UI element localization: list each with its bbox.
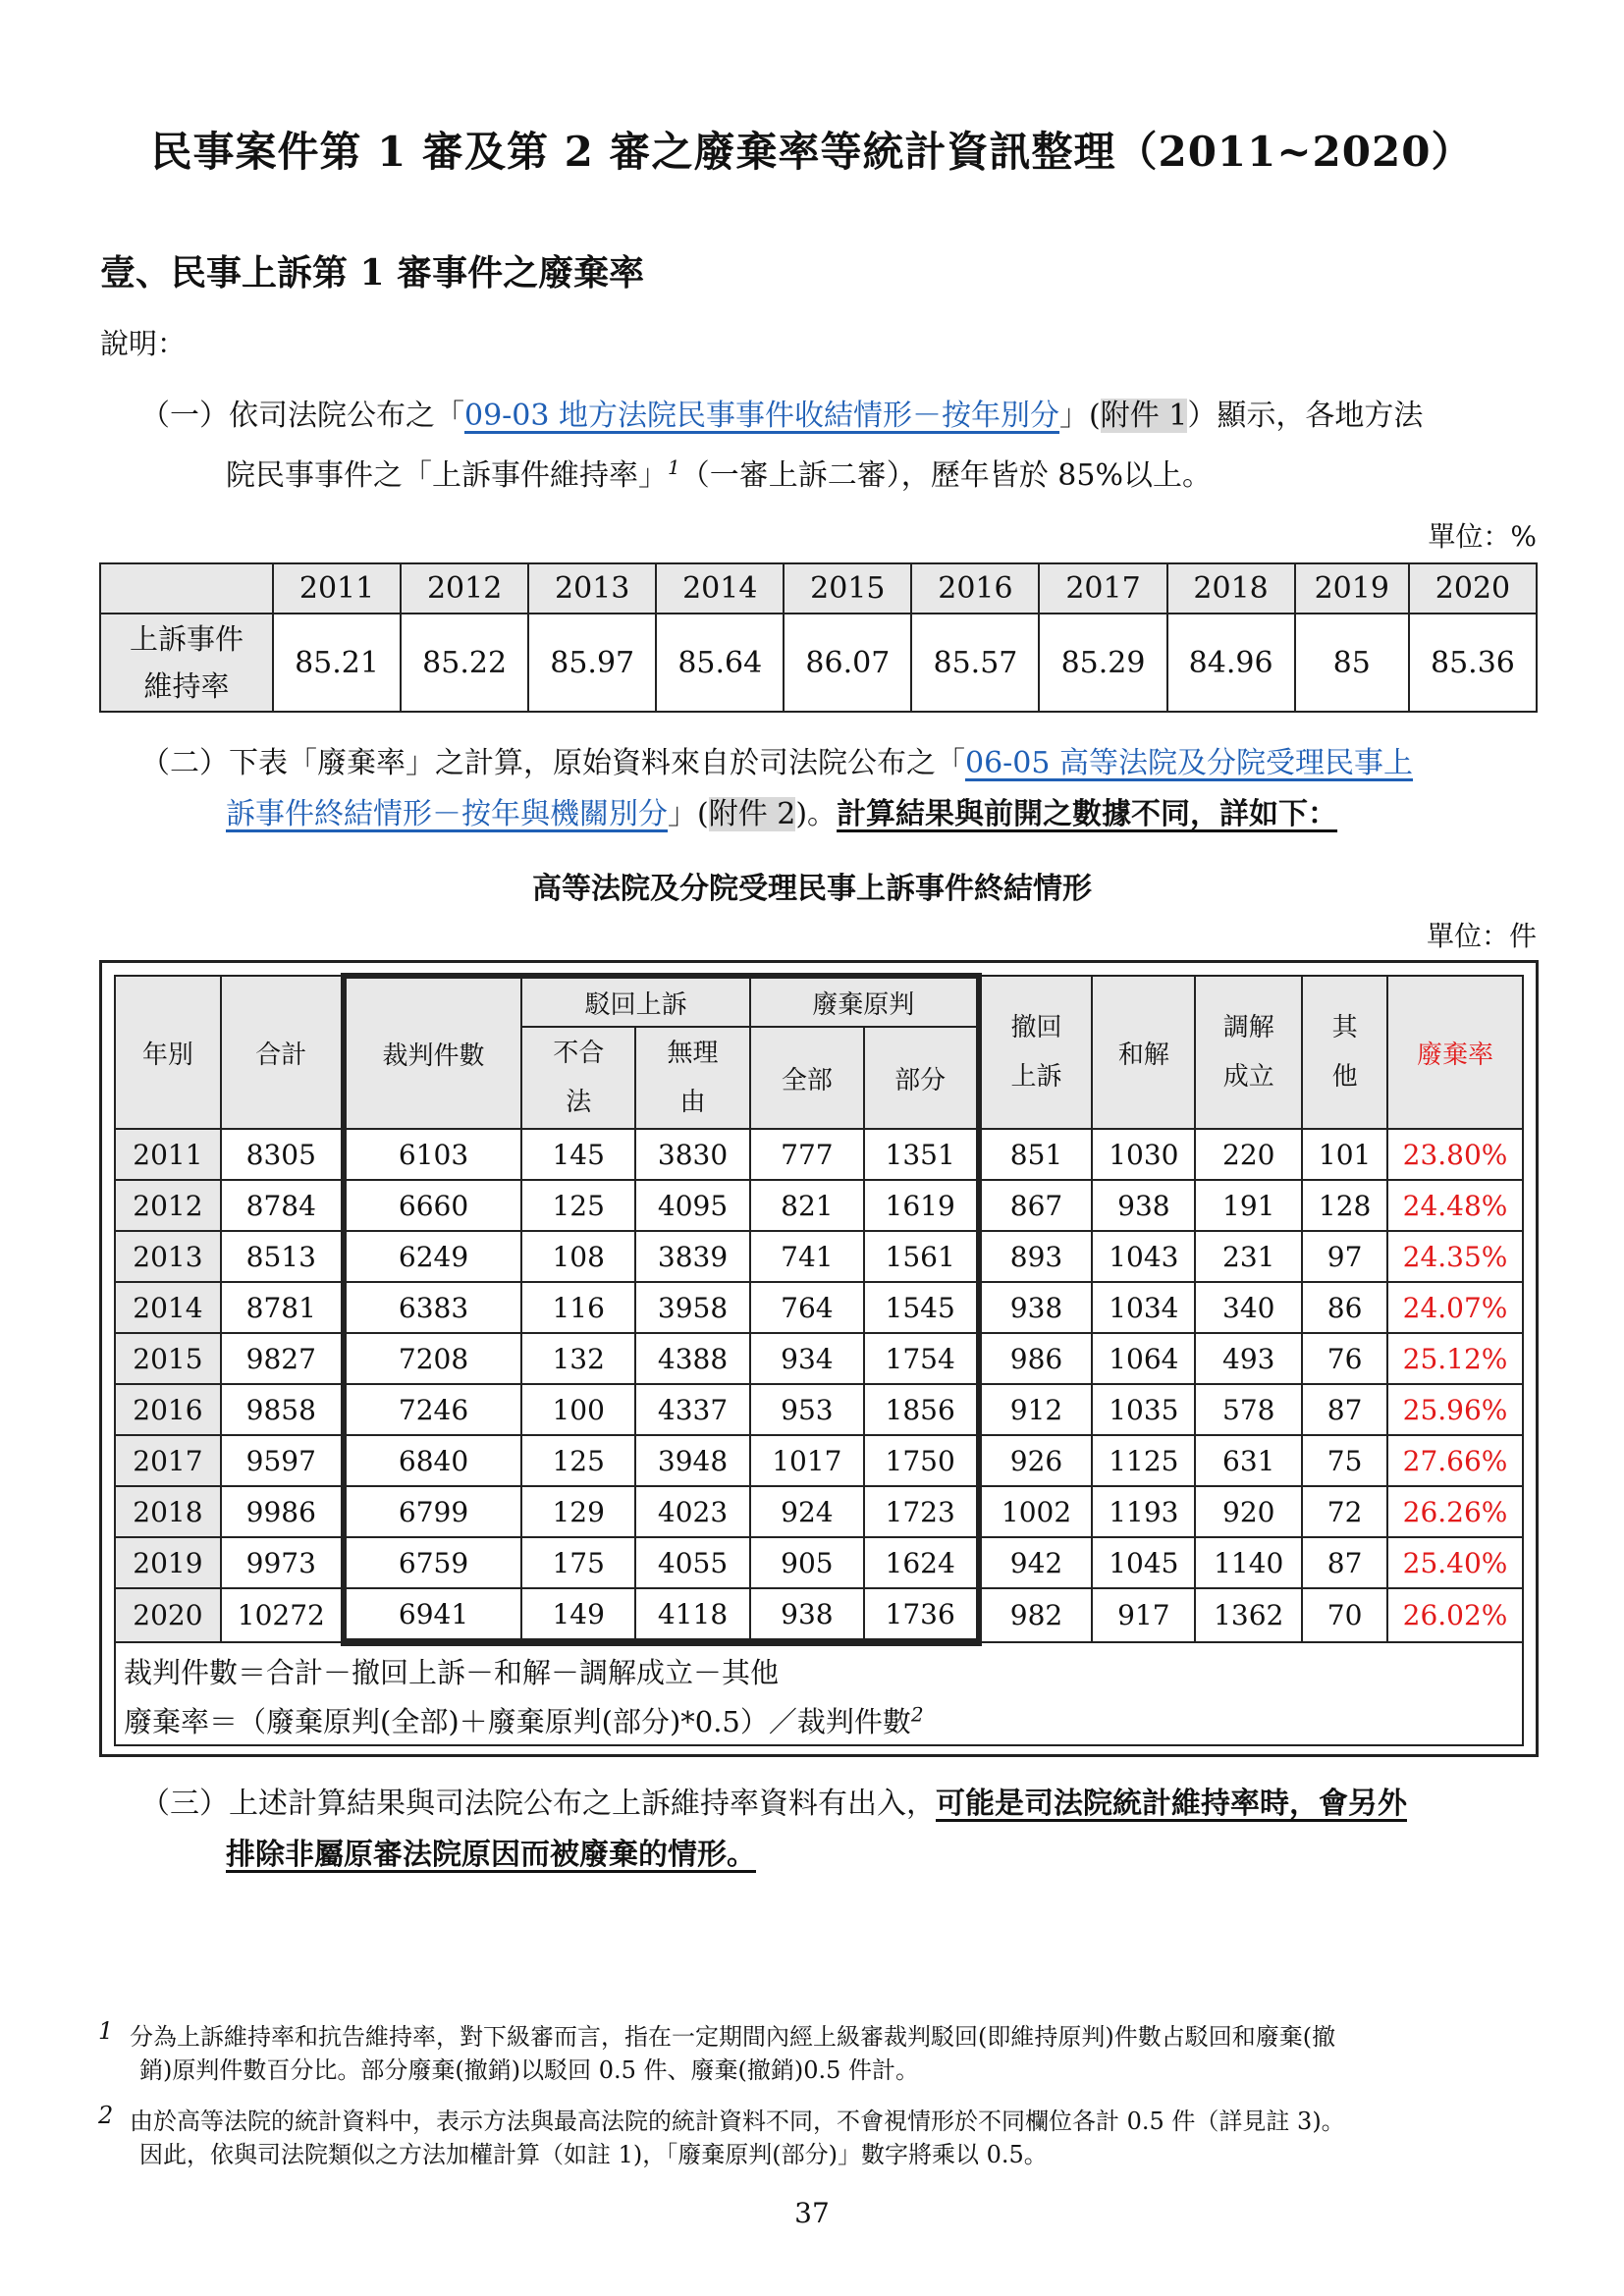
attachment-2-ref: 附件 2 xyxy=(708,797,796,831)
value-cell: 7246 xyxy=(344,1384,522,1435)
year-cell: 2020 xyxy=(115,1588,221,1642)
link-09-03-report[interactable]: 09-03 地方法院民事事件收結情形－按年別分 xyxy=(464,399,1060,433)
value-cell: 1856 xyxy=(864,1384,979,1435)
para2-mid: 」( xyxy=(668,797,709,831)
value-cell: 97 xyxy=(1302,1231,1387,1282)
value-cell: 917 xyxy=(1092,1588,1195,1642)
value-cell: 9597 xyxy=(221,1435,344,1486)
year-header: 2014 xyxy=(656,563,784,614)
value-cell: 1619 xyxy=(864,1180,979,1231)
value-cell: 6840 xyxy=(344,1435,522,1486)
value-cell: 128 xyxy=(1302,1180,1387,1231)
value-cell: 132 xyxy=(521,1333,635,1384)
year-cell: 2013 xyxy=(115,1231,221,1282)
value-cell: 4055 xyxy=(635,1537,750,1588)
value-cell: 1362 xyxy=(1195,1588,1302,1642)
value-cell: 6799 xyxy=(344,1486,522,1537)
corner-cell xyxy=(100,563,273,614)
table-row xyxy=(115,1231,1523,1282)
year-header: 2013 xyxy=(528,563,656,614)
value-cell: 631 xyxy=(1195,1435,1302,1486)
footnote-1-line1: 分為上訴維持率和抗告維持率，對下級審而言，指在一定期間內經上級審裁判駁回(即維持原判)件數占駁回和廢棄(撤 xyxy=(130,2023,1336,2051)
value-cell: 70 xyxy=(1302,1588,1387,1642)
link-06-05-report-a[interactable]: 06-05 高等法院及分院受理民事上 xyxy=(965,746,1414,780)
header-mediated-text: 調解成立 xyxy=(1222,1013,1274,1092)
header-judged: 裁判件數 xyxy=(344,976,522,1129)
value-cell: 741 xyxy=(750,1231,864,1282)
table2-unit: 單位：件 xyxy=(1426,920,1537,952)
year-cell: 2011 xyxy=(115,1129,221,1180)
page-number: 37 xyxy=(794,2197,830,2229)
value-cell: 3948 xyxy=(635,1435,750,1486)
header-total: 合計 xyxy=(221,976,344,1129)
year-cell: 2019 xyxy=(115,1537,221,1588)
value-cell: 1043 xyxy=(1092,1231,1195,1282)
header-year: 年別 xyxy=(115,976,221,1129)
value-cell: 6660 xyxy=(344,1180,522,1231)
value-cell: 920 xyxy=(1195,1486,1302,1537)
para1-line2b: （一審上訴二審），歷年皆於 85%以上。 xyxy=(679,458,1212,493)
header-other xyxy=(1302,976,1387,1129)
header-other-text: 其他 xyxy=(1331,1013,1358,1092)
value-cell: 175 xyxy=(521,1537,635,1588)
value-cell: 6759 xyxy=(344,1537,522,1588)
header-reversed-part: 部分 xyxy=(864,1027,979,1129)
para1-prefix: （一）依司法院公布之「 xyxy=(140,399,464,433)
value-cell: 145 xyxy=(521,1129,635,1180)
link-06-05-report-b[interactable]: 訴事件終結情形－按年與機關別分 xyxy=(226,797,668,831)
value-cell: 1754 xyxy=(864,1333,979,1384)
footnote-ref-1: 1 xyxy=(668,455,680,479)
para2-prefix: （二）下表「廢棄率」之計算，原始資料來自於司法院公布之「 xyxy=(140,746,965,780)
value-cell: 6103 xyxy=(344,1129,522,1180)
value-cell: 9827 xyxy=(221,1333,344,1384)
header-rate: 廢棄率 xyxy=(1387,976,1523,1129)
value-cell: 8784 xyxy=(221,1180,344,1231)
value-cell: 6383 xyxy=(344,1282,522,1333)
value-cell: 125 xyxy=(521,1435,635,1486)
rate-cell: 85 xyxy=(1295,614,1409,712)
para1-line2a: 院民事事件之「上訴事件維持率」 xyxy=(226,458,668,493)
year-cell: 2017 xyxy=(115,1435,221,1486)
value-cell: 9973 xyxy=(221,1537,344,1588)
para3-bold-b: 排除非屬原審法院原因而被廢棄的情形。 xyxy=(226,1838,756,1872)
value-cell: 1750 xyxy=(864,1435,979,1486)
reversal-rate-cell: 23.80% xyxy=(1387,1129,1523,1180)
reversal-rate-cell: 27.66% xyxy=(1387,1435,1523,1486)
rate-cell: 85.29 xyxy=(1039,614,1166,712)
paragraph-1 xyxy=(140,391,1537,502)
value-cell: 986 xyxy=(979,1333,1093,1384)
value-cell: 3839 xyxy=(635,1231,750,1282)
value-cell: 924 xyxy=(750,1486,864,1537)
value-cell: 1064 xyxy=(1092,1333,1195,1384)
value-cell: 1002 xyxy=(979,1486,1093,1537)
para2-bold: 計算結果與前開之數據不同，詳如下： xyxy=(837,797,1338,831)
footnote-2-number: 2 xyxy=(98,2102,114,2129)
para3-bold-a: 可能是司法院統計維持率時，會另外 xyxy=(936,1787,1407,1821)
rate-cell: 85.22 xyxy=(401,614,528,712)
year-cell: 2016 xyxy=(115,1384,221,1435)
value-cell: 4337 xyxy=(635,1384,750,1435)
header-dismissed: 駁回上訴 xyxy=(521,976,750,1027)
value-cell: 3830 xyxy=(635,1129,750,1180)
value-cell: 100 xyxy=(521,1384,635,1435)
value-cell: 938 xyxy=(979,1282,1093,1333)
rate-cell: 85.57 xyxy=(911,614,1039,712)
value-cell: 76 xyxy=(1302,1333,1387,1384)
reversal-rate-cell: 26.26% xyxy=(1387,1486,1523,1537)
value-cell: 1561 xyxy=(864,1231,979,1282)
year-header: 2019 xyxy=(1295,563,1409,614)
value-cell: 75 xyxy=(1302,1435,1387,1486)
paragraph-2 xyxy=(140,738,1537,840)
table-row xyxy=(115,1333,1523,1384)
formula-judged: 裁判件數＝合計－撤回上訴－和解－調解成立－其他 xyxy=(115,1642,1523,1695)
value-cell: 1017 xyxy=(750,1435,864,1486)
rate-cell: 85.21 xyxy=(273,614,401,712)
value-cell: 129 xyxy=(521,1486,635,1537)
value-cell: 72 xyxy=(1302,1486,1387,1537)
value-cell: 108 xyxy=(521,1231,635,1282)
value-cell: 125 xyxy=(521,1180,635,1231)
footnote-1-line2: 銷)原判件數百分比。部分廢棄(撤銷)以駁回 0.5 件、廢棄(撤銷)0.5 件計。 xyxy=(139,2056,920,2084)
year-cell: 2012 xyxy=(115,1180,221,1231)
header-reversed: 廢棄原判 xyxy=(750,976,979,1027)
value-cell: 87 xyxy=(1302,1384,1387,1435)
reversal-rate-cell: 24.35% xyxy=(1387,1231,1523,1282)
value-cell: 851 xyxy=(979,1129,1093,1180)
value-cell: 777 xyxy=(750,1129,864,1180)
value-cell: 149 xyxy=(521,1588,635,1642)
value-cell: 4388 xyxy=(635,1333,750,1384)
reversal-rate-cell: 25.40% xyxy=(1387,1537,1523,1588)
header-illegal-text: 不合法 xyxy=(553,1039,605,1117)
year-cell: 2018 xyxy=(115,1486,221,1537)
value-cell: 934 xyxy=(750,1333,864,1384)
year-cell: 2014 xyxy=(115,1282,221,1333)
value-cell: 1034 xyxy=(1092,1282,1195,1333)
value-cell: 86 xyxy=(1302,1282,1387,1333)
reversal-rate-cell: 24.48% xyxy=(1387,1180,1523,1231)
value-cell: 1045 xyxy=(1092,1537,1195,1588)
reversal-rate-cell: 25.96% xyxy=(1387,1384,1523,1435)
value-cell: 764 xyxy=(750,1282,864,1333)
value-cell: 6249 xyxy=(344,1231,522,1282)
value-cell: 191 xyxy=(1195,1180,1302,1231)
section-heading: 壹、民事上訴第 1 審事件之廢棄率 xyxy=(100,252,645,294)
value-cell: 953 xyxy=(750,1384,864,1435)
header-mediated xyxy=(1195,976,1302,1129)
footnote-2 xyxy=(98,2102,1542,2171)
value-cell: 87 xyxy=(1302,1537,1387,1588)
value-cell: 893 xyxy=(979,1231,1093,1282)
value-cell: 905 xyxy=(750,1537,864,1588)
row-label-line1: 上訴事件 xyxy=(129,622,244,656)
table1-unit: 單位：% xyxy=(1428,520,1537,553)
year-header: 2012 xyxy=(401,563,528,614)
value-cell: 4095 xyxy=(635,1180,750,1231)
year-header: 2017 xyxy=(1039,563,1166,614)
value-cell: 1140 xyxy=(1195,1537,1302,1588)
footnote-1 xyxy=(98,2017,1542,2087)
value-cell: 6941 xyxy=(344,1588,522,1642)
rate-cell: 86.07 xyxy=(784,614,911,712)
header-dismissed-illegal xyxy=(521,1027,635,1129)
value-cell: 4118 xyxy=(635,1588,750,1642)
value-cell: 220 xyxy=(1195,1129,1302,1180)
formula-rate xyxy=(115,1695,1523,1745)
table-row xyxy=(115,1282,1523,1333)
table-row xyxy=(115,1435,1523,1486)
value-cell: 982 xyxy=(979,1588,1093,1642)
value-cell: 10272 xyxy=(221,1588,344,1642)
explanation-label: 說明： xyxy=(100,327,187,360)
formula-rate-text: 廢棄率＝（廢棄原判(全部)＋廢棄原判(部分)*0.5）／裁判件數 xyxy=(124,1704,911,1738)
value-cell: 340 xyxy=(1195,1282,1302,1333)
value-cell: 8305 xyxy=(221,1129,344,1180)
value-cell: 7208 xyxy=(344,1333,522,1384)
para2-close: )。 xyxy=(795,797,838,831)
footnote-2-line2: 因此，依與司法院類似之方法加權計算（如註 1)，「廢棄原判(部分)」數字將乘以 0.5。 xyxy=(139,2141,1048,2168)
rate-cell: 85.64 xyxy=(656,614,784,712)
header-groundless-text: 無理由 xyxy=(667,1039,719,1117)
value-cell: 938 xyxy=(1092,1180,1195,1231)
value-cell: 8781 xyxy=(221,1282,344,1333)
value-cell: 1030 xyxy=(1092,1129,1195,1180)
value-cell: 912 xyxy=(979,1384,1093,1435)
table-row xyxy=(115,1129,1523,1180)
value-cell: 1723 xyxy=(864,1486,979,1537)
header-withdrawn-text: 撤回上訴 xyxy=(1010,1013,1062,1092)
header-reversed-all: 全部 xyxy=(750,1027,864,1129)
value-cell: 1351 xyxy=(864,1129,979,1180)
value-cell: 938 xyxy=(750,1588,864,1642)
value-cell: 578 xyxy=(1195,1384,1302,1435)
reversal-rate-cell: 25.12% xyxy=(1387,1333,1523,1384)
value-cell: 867 xyxy=(979,1180,1093,1231)
table2-caption: 高等法院及分院受理民事上訴事件終結情形 xyxy=(532,872,1092,906)
header-settled: 和解 xyxy=(1092,976,1195,1129)
para1-suffix: ）顯示，各地方法 xyxy=(1187,399,1424,433)
table-row xyxy=(115,1486,1523,1537)
year-header: 2020 xyxy=(1409,563,1537,614)
reversal-rate-cell: 26.02% xyxy=(1387,1588,1523,1642)
footnote-1-number: 1 xyxy=(98,2017,114,2045)
paragraph-3 xyxy=(140,1779,1537,1881)
value-cell: 1125 xyxy=(1092,1435,1195,1486)
row-label xyxy=(100,614,273,712)
year-header: 2016 xyxy=(911,563,1039,614)
value-cell: 493 xyxy=(1195,1333,1302,1384)
value-cell: 942 xyxy=(979,1537,1093,1588)
year-cell: 2015 xyxy=(115,1333,221,1384)
maintenance-rate-table xyxy=(99,562,1538,713)
para1-mid: 」( xyxy=(1059,399,1101,433)
table-row xyxy=(115,1537,1523,1588)
year-header: 2018 xyxy=(1167,563,1295,614)
value-cell: 8513 xyxy=(221,1231,344,1282)
table-row xyxy=(115,1384,1523,1435)
value-cell: 926 xyxy=(979,1435,1093,1486)
header-withdrawn xyxy=(979,976,1093,1129)
page-title: 民事案件第 1 審及第 2 審之廢棄率等統計資訊整理（2011~2020） xyxy=(150,128,1474,176)
table-row xyxy=(115,1180,1523,1231)
table-row xyxy=(115,1588,1523,1642)
value-cell: 1193 xyxy=(1092,1486,1195,1537)
value-cell: 1035 xyxy=(1092,1384,1195,1435)
rate-cell: 84.96 xyxy=(1167,614,1295,712)
value-cell: 9986 xyxy=(221,1486,344,1537)
value-cell: 1736 xyxy=(864,1588,979,1642)
value-cell: 3958 xyxy=(635,1282,750,1333)
reversal-rate-cell: 24.07% xyxy=(1387,1282,1523,1333)
year-header: 2011 xyxy=(273,563,401,614)
para3-prefix: （三）上述計算結果與司法院公布之上訴維持率資料有出入， xyxy=(140,1787,936,1821)
header-dismissed-groundless xyxy=(635,1027,750,1129)
value-cell: 821 xyxy=(750,1180,864,1231)
value-cell: 116 xyxy=(521,1282,635,1333)
value-cell: 1624 xyxy=(864,1537,979,1588)
value-cell: 9858 xyxy=(221,1384,344,1435)
row-label-line2: 維持率 xyxy=(143,669,230,703)
reversal-table xyxy=(114,973,1524,1746)
rate-cell: 85.36 xyxy=(1409,614,1537,712)
footnote-2-line1: 由於高等法院的統計資料中，表示方法與最高法院的統計資料不同，不會視情形於不同欄位各計 0.5 件（詳見註 3)。 xyxy=(130,2108,1345,2135)
rate-cell: 85.97 xyxy=(528,614,656,712)
year-header: 2015 xyxy=(784,563,911,614)
value-cell: 4023 xyxy=(635,1486,750,1537)
value-cell: 101 xyxy=(1302,1129,1387,1180)
value-cell: 1545 xyxy=(864,1282,979,1333)
attachment-1-ref: 附件 1 xyxy=(1100,399,1188,433)
reversal-table-frame xyxy=(99,960,1539,1757)
value-cell: 231 xyxy=(1195,1231,1302,1282)
footnote-ref-2: 2 xyxy=(910,1701,924,1726)
